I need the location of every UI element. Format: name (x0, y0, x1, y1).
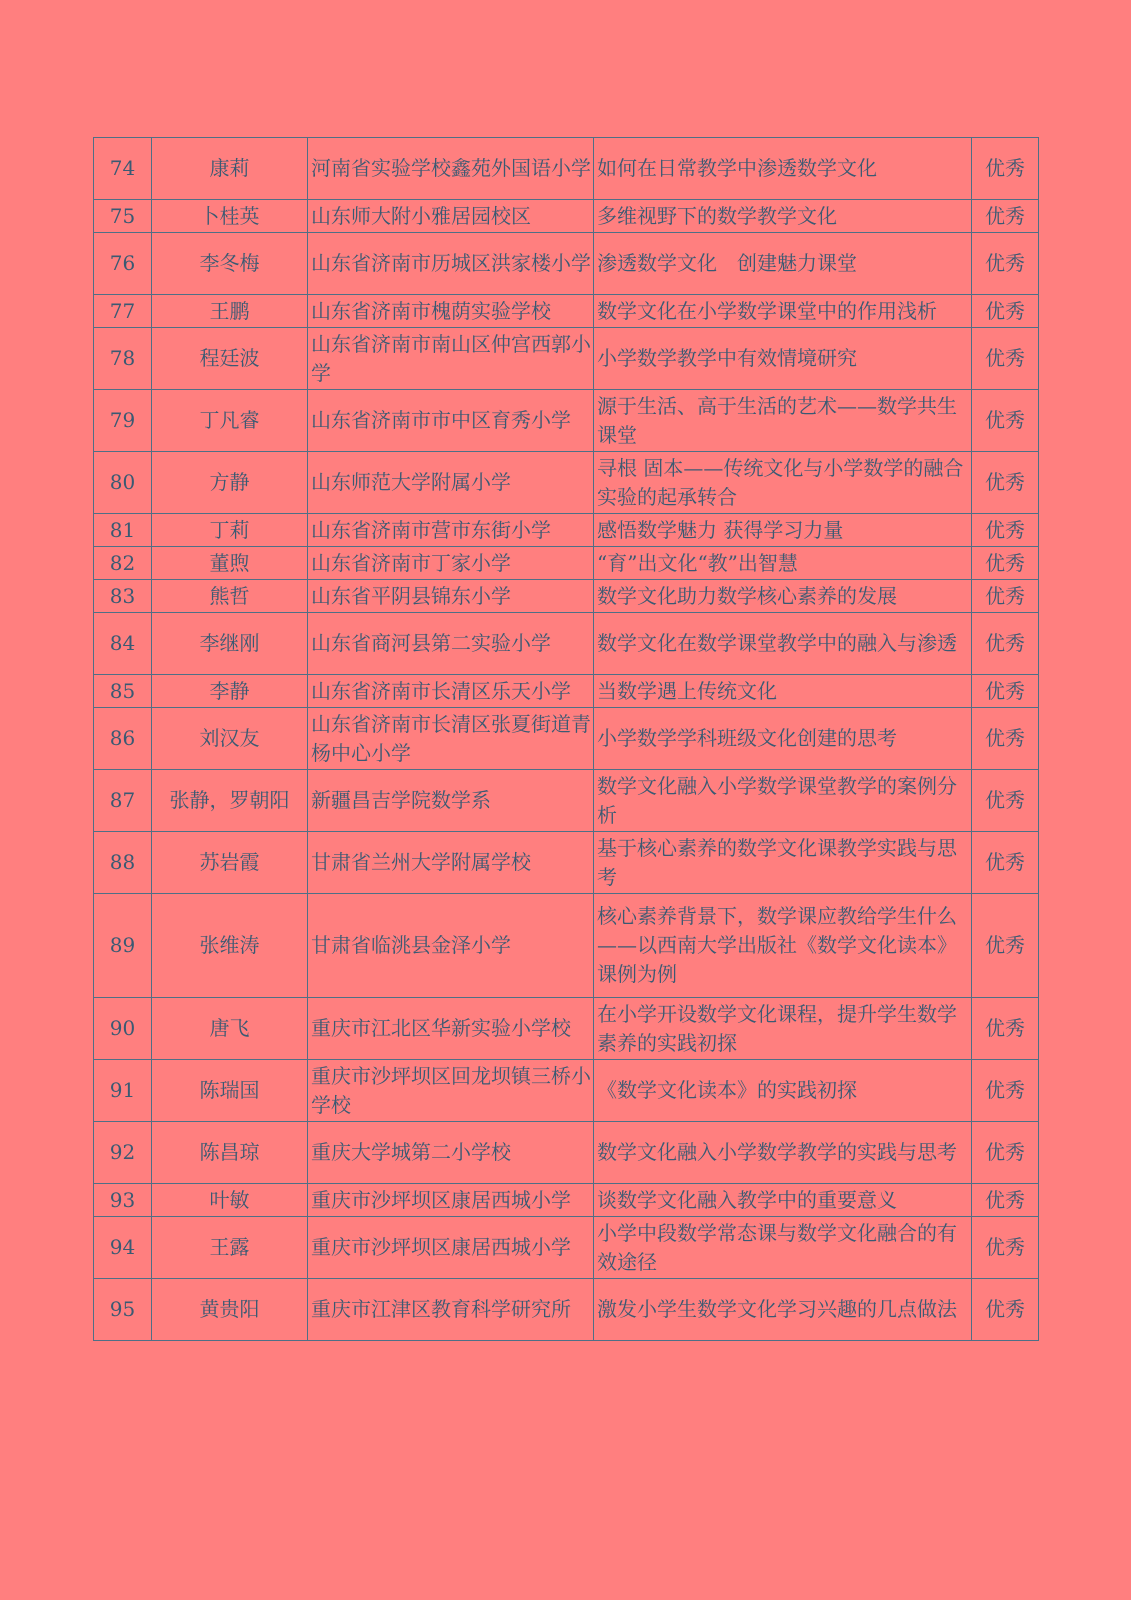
author-name: 王露 (152, 1217, 308, 1279)
row-number: 85 (94, 675, 152, 708)
school-name: 重庆市沙坪坝区回龙坝镇三桥小学校 (308, 1060, 594, 1122)
table-row (94, 200, 1039, 233)
paper-title: 小学中段数学常态课与数学文化融合的有效途径 (594, 1217, 972, 1279)
school-name: 山东师范大学附属小学 (308, 452, 594, 514)
school-name: 河南省实验学校鑫苑外国语小学 (308, 138, 594, 200)
award-level: 优秀 (972, 233, 1039, 295)
row-number: 90 (94, 998, 152, 1060)
school-name: 新疆昌吉学院数学系 (308, 770, 594, 832)
school-name: 重庆市沙坪坝区康居西城小学 (308, 1217, 594, 1279)
row-number: 74 (94, 138, 152, 200)
table-row (94, 452, 1039, 514)
paper-title: 小学数学教学中有效情境研究 (594, 328, 972, 390)
paper-title: 寻根 固本——传统文化与小学数学的融合实验的起承转合 (594, 452, 972, 514)
school-name: 重庆市沙坪坝区康居西城小学 (308, 1184, 594, 1217)
table-row (94, 832, 1039, 894)
award-list-body (94, 138, 1039, 1341)
author-name: 熊哲 (152, 580, 308, 613)
award-level: 优秀 (972, 514, 1039, 547)
school-name: 山东省济南市长清区乐天小学 (308, 675, 594, 708)
award-level: 优秀 (972, 452, 1039, 514)
table-row (94, 233, 1039, 295)
paper-title: 数学文化在数学课堂教学中的融入与渗透 (594, 613, 972, 675)
award-level: 优秀 (972, 1122, 1039, 1184)
award-level: 优秀 (972, 1279, 1039, 1341)
school-name: 山东省济南市长清区张夏街道青杨中心小学 (308, 708, 594, 770)
table-row (94, 547, 1039, 580)
paper-title: 基于核心素养的数学文化课教学实践与思考 (594, 832, 972, 894)
row-number: 76 (94, 233, 152, 295)
paper-title: “育”出文化“教”出智慧 (594, 547, 972, 580)
author-name: 张维涛 (152, 894, 308, 998)
paper-title: 如何在日常教学中渗透数学文化 (594, 138, 972, 200)
award-level: 优秀 (972, 770, 1039, 832)
award-level: 优秀 (972, 328, 1039, 390)
table-row (94, 770, 1039, 832)
row-number: 87 (94, 770, 152, 832)
paper-title: 小学数学学科班级文化创建的思考 (594, 708, 972, 770)
award-level: 优秀 (972, 832, 1039, 894)
table-row (94, 1122, 1039, 1184)
award-level: 优秀 (972, 1060, 1039, 1122)
table-row (94, 390, 1039, 452)
paper-title: 数学文化在小学数学课堂中的作用浅析 (594, 295, 972, 328)
school-name: 山东师大附小雅居园校区 (308, 200, 594, 233)
table-row (94, 613, 1039, 675)
author-name: 李继刚 (152, 613, 308, 675)
author-name: 丁凡睿 (152, 390, 308, 452)
author-name: 黄贵阳 (152, 1279, 308, 1341)
award-level: 优秀 (972, 390, 1039, 452)
author-name: 苏岩霞 (152, 832, 308, 894)
school-name: 山东省平阴县锦东小学 (308, 580, 594, 613)
row-number: 82 (94, 547, 152, 580)
award-level: 优秀 (972, 613, 1039, 675)
award-level: 优秀 (972, 894, 1039, 998)
paper-title: 数学文化融入小学数学课堂教学的案例分析 (594, 770, 972, 832)
author-name: 叶敏 (152, 1184, 308, 1217)
paper-title: 谈数学文化融入教学中的重要意义 (594, 1184, 972, 1217)
award-level: 优秀 (972, 1184, 1039, 1217)
author-name: 李冬梅 (152, 233, 308, 295)
paper-title: 在小学开设数学文化课程，提升学生数学素养的实践初探 (594, 998, 972, 1060)
school-name: 重庆市江北区华新实验小学校 (308, 998, 594, 1060)
award-level: 优秀 (972, 580, 1039, 613)
table-row (94, 1060, 1039, 1122)
author-name: 方静 (152, 452, 308, 514)
paper-title: 当数学遇上传统文化 (594, 675, 972, 708)
paper-title: 激发小学生数学文化学习兴趣的几点做法 (594, 1279, 972, 1341)
table-row (94, 1217, 1039, 1279)
author-name: 王鹏 (152, 295, 308, 328)
award-level: 优秀 (972, 1217, 1039, 1279)
award-level: 优秀 (972, 200, 1039, 233)
row-number: 79 (94, 390, 152, 452)
row-number: 83 (94, 580, 152, 613)
school-name: 山东省商河县第二实验小学 (308, 613, 594, 675)
paper-title: 数学文化助力数学核心素养的发展 (594, 580, 972, 613)
author-name: 丁莉 (152, 514, 308, 547)
table-row (94, 295, 1039, 328)
table-row (94, 138, 1039, 200)
row-number: 94 (94, 1217, 152, 1279)
award-level: 优秀 (972, 138, 1039, 200)
table-row (94, 894, 1039, 998)
table-row (94, 328, 1039, 390)
author-name: 陈昌琼 (152, 1122, 308, 1184)
row-number: 80 (94, 452, 152, 514)
table-row (94, 514, 1039, 547)
row-number: 78 (94, 328, 152, 390)
author-name: 卜桂英 (152, 200, 308, 233)
row-number: 81 (94, 514, 152, 547)
row-number: 86 (94, 708, 152, 770)
award-level: 优秀 (972, 295, 1039, 328)
paper-title: 感悟数学魅力 获得学习力量 (594, 514, 972, 547)
table-row (94, 708, 1039, 770)
paper-title: 源于生活、高于生活的艺术——数学共生课堂 (594, 390, 972, 452)
table-row (94, 580, 1039, 613)
school-name: 重庆大学城第二小学校 (308, 1122, 594, 1184)
author-name: 张静，罗朝阳 (152, 770, 308, 832)
author-name: 陈瑞国 (152, 1060, 308, 1122)
row-number: 91 (94, 1060, 152, 1122)
school-name: 重庆市江津区教育科学研究所 (308, 1279, 594, 1341)
table-row (94, 998, 1039, 1060)
row-number: 88 (94, 832, 152, 894)
row-number: 75 (94, 200, 152, 233)
school-name: 山东省济南市历城区洪家楼小学 (308, 233, 594, 295)
row-number: 77 (94, 295, 152, 328)
row-number: 93 (94, 1184, 152, 1217)
row-number: 92 (94, 1122, 152, 1184)
school-name: 甘肃省兰州大学附属学校 (308, 832, 594, 894)
school-name: 山东省济南市槐荫实验学校 (308, 295, 594, 328)
award-level: 优秀 (972, 675, 1039, 708)
school-name: 山东省济南市南山区仲宫西郭小学 (308, 328, 594, 390)
award-level: 优秀 (972, 998, 1039, 1060)
row-number: 89 (94, 894, 152, 998)
author-name: 程廷波 (152, 328, 308, 390)
paper-title: 数学文化融入小学数学教学的实践与思考 (594, 1122, 972, 1184)
author-name: 唐飞 (152, 998, 308, 1060)
paper-title: 多维视野下的数学教学文化 (594, 200, 972, 233)
award-list-table (93, 137, 1039, 1341)
author-name: 康莉 (152, 138, 308, 200)
school-name: 山东省济南市丁家小学 (308, 547, 594, 580)
table-row (94, 675, 1039, 708)
school-name: 山东省济南市市中区育秀小学 (308, 390, 594, 452)
award-level: 优秀 (972, 708, 1039, 770)
school-name: 山东省济南市营市东街小学 (308, 514, 594, 547)
table-row (94, 1279, 1039, 1341)
table-row (94, 1184, 1039, 1217)
row-number: 84 (94, 613, 152, 675)
author-name: 董煦 (152, 547, 308, 580)
paper-title: 核心素养背景下，数学课应教给学生什么——以西南大学出版社《数学文化读本》课例为例 (594, 894, 972, 998)
award-level: 优秀 (972, 547, 1039, 580)
author-name: 刘汉友 (152, 708, 308, 770)
author-name: 李静 (152, 675, 308, 708)
row-number: 95 (94, 1279, 152, 1341)
school-name: 甘肃省临洮县金泽小学 (308, 894, 594, 998)
paper-title: 《数学文化读本》的实践初探 (594, 1060, 972, 1122)
paper-title: 渗透数学文化 创建魅力课堂 (594, 233, 972, 295)
